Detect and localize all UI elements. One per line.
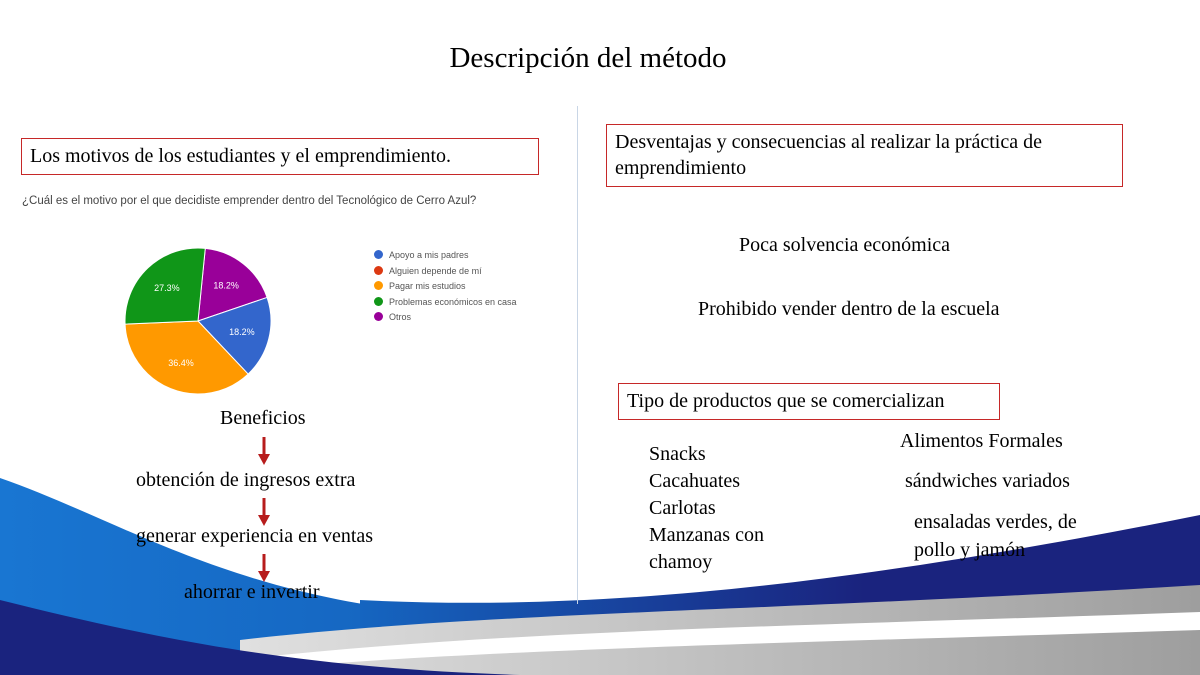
legend-swatch (374, 266, 383, 275)
page-title: Descripción del método (449, 42, 727, 74)
snack-item: chamoy (649, 551, 713, 573)
disadvantage-item: Poca solvencia económica (739, 234, 951, 256)
legend-label: Pagar mis estudios (389, 281, 466, 291)
legend-label: Otros (389, 312, 412, 322)
legend-item (374, 295, 517, 310)
legend-label: Apoyo a mis padres (389, 250, 469, 260)
snack-item: Snacks (649, 443, 706, 465)
pie-value-label: 18.2% (213, 280, 239, 291)
formal-food-item-multiline (914, 508, 1077, 564)
down-arrow-icon (258, 554, 270, 582)
legend-label: Problemas económicos en casa (389, 296, 517, 307)
legend-swatch (374, 250, 383, 259)
snack-item: Carlotas (649, 497, 716, 519)
legend-item (374, 248, 469, 263)
pie-chart (115, 240, 285, 400)
snack-item: Cacahuates (649, 470, 741, 492)
down-arrow-icon (258, 498, 270, 526)
legend-swatch (374, 312, 383, 321)
formal-food-item: sándwiches variados (905, 470, 1070, 492)
chart-legend (374, 248, 554, 328)
formal-foods-title: Alimentos Formales (900, 430, 1063, 452)
pie-slices (125, 248, 271, 394)
legend-label: Alguien depende de mí (389, 265, 482, 276)
benefit-item: obtención de ingresos extra (136, 469, 356, 491)
legend-swatch (374, 281, 383, 290)
pie-value-label: 36.4% (168, 357, 194, 368)
legend-item (374, 279, 466, 294)
formal-food-item: ensaladas verdes, de (914, 511, 1077, 533)
benefit-item: generar experiencia en ventas (136, 525, 374, 547)
column-divider (577, 106, 578, 604)
legend-swatch (374, 297, 383, 306)
survey-question: ¿Cuál es el motivo por el que decidiste emprender dentro del Tecnológico de Cerro Azul? (22, 195, 477, 207)
benefits-title: Beneficios (220, 407, 306, 429)
legend-item (374, 264, 482, 279)
snacks-list (649, 441, 764, 576)
snack-item: Manzanas con (649, 524, 764, 546)
motives-heading: Los motivos de los estudiantes y el emprendimiento. (21, 138, 539, 175)
disadvantages-heading: Desventajas y consecuencias al realizar la práctica de emprendimiento (606, 124, 1123, 187)
legend-item (374, 310, 411, 325)
products-heading: Tipo de productos que se comercializan (618, 383, 1000, 420)
formal-food-item: pollo y jamón (914, 539, 1026, 561)
pie-value-label: 27.3% (154, 283, 180, 294)
down-arrow-icon (258, 437, 270, 465)
pie-value-label: 18.2% (229, 326, 255, 337)
disadvantage-item: Prohibido vender dentro de la escuela (698, 298, 1000, 320)
benefit-item: ahorrar e invertir (184, 581, 320, 603)
